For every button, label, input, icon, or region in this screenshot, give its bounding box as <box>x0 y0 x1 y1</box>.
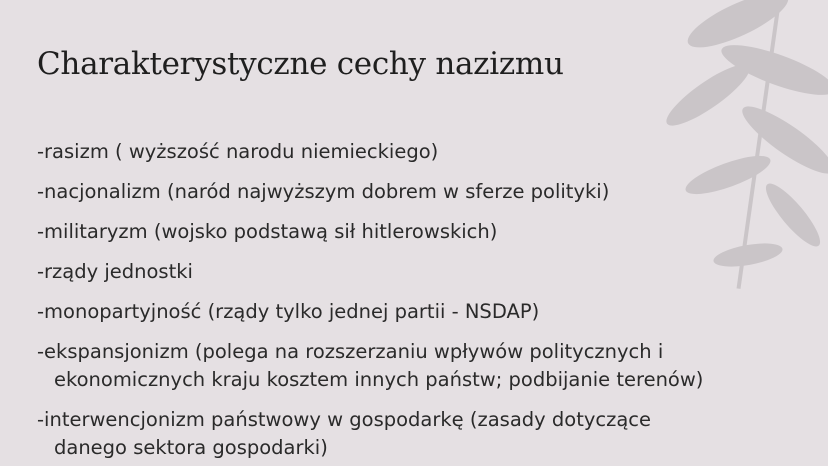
bullet-item <box>37 406 817 462</box>
bullet-item <box>37 218 817 246</box>
bullet-continuation: danego sektora gospodarki) <box>54 436 328 459</box>
bullet-text: -nacjonalizm (naród najwyższym dobrem w sferze polityki) <box>37 180 610 203</box>
bullet-text: -monopartyjność (rządy tylko jednej partii - NSDAP) <box>37 300 540 323</box>
bullet-text: -rządy jednostki <box>37 260 193 283</box>
bullet-item <box>37 138 817 166</box>
bullet-text: -ekspansjonizm (polega na rozszerzaniu wpływów politycznych i <box>37 340 664 363</box>
bullet-item <box>37 338 817 394</box>
bullet-item <box>37 298 817 326</box>
bullet-continuation: ekonomicznych kraju kosztem innych państw; podbijanie terenów) <box>54 368 704 391</box>
bullet-item <box>37 178 817 206</box>
bullet-text: -rasizm ( wyższość narodu niemieckiego) <box>37 140 439 163</box>
bullet-list <box>37 138 817 466</box>
bullet-text: -interwencjonizm państwowy w gospodarkę (zasady dotyczące <box>37 408 652 431</box>
bullet-text: -militaryzm (wojsko podstawą sił hitlerowskich) <box>37 220 498 243</box>
slide-title: Charakterystyczne cechy nazizmu <box>37 46 564 82</box>
bullet-item <box>37 258 817 286</box>
